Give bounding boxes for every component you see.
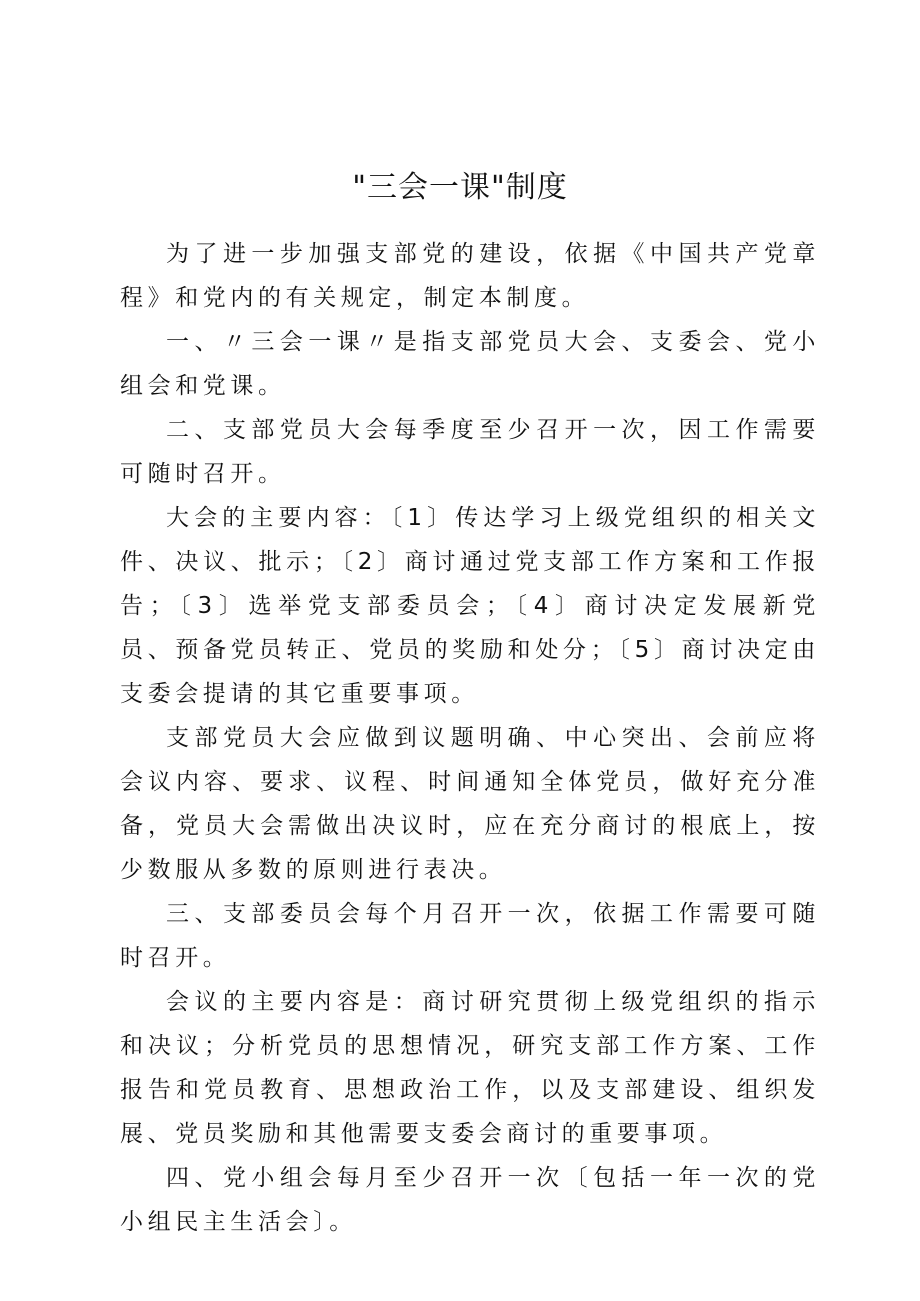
paragraph-group-meeting: 四、党小组会每月至少召开一次〔包括一年一次的党小组民主生活会〕。 — [120, 1165, 820, 1235]
paragraph-general-meeting-content: 大会的主要内容：〔1〕传达学习上级党组织的相关文件、决议、批示；〔2〕商讨通过党支部工作方案和工作报告；〔3〕选举党支部委员会；〔4〕商讨决定发展新党员、预备党员转正、党员的奖励和处分；〔5〕商讨决定由支委会提请的其它重要事项。 — [120, 505, 820, 707]
paragraph-intro: 为了进一步加强支部党的建设，依据《中国共产党章程》和党内的有关规定，制定本制度。 — [120, 241, 820, 311]
paragraph-committee-meeting: 三、支部委员会每个月召开一次，依据工作需要可随时召开。 — [120, 901, 820, 971]
paragraph-committee-meeting-content: 会议的主要内容是：商讨研究贯彻上级党组织的指示和决议；分析党员的思想情况，研究支部工作方案、工作报告和党员教育、思想政治工作，以及支部建设、组织发展、党员奖励和其他需要支委会商讨的重要事项。 — [120, 989, 820, 1147]
paragraph-general-meeting: 二、支部党员大会每季度至少召开一次，因工作需要可随时召开。 — [120, 417, 820, 487]
document-body — [120, 232, 820, 1244]
paragraph-general-meeting-requirements: 支部党员大会应做到议题明确、中心突出、会前应将会议内容、要求、议程、时间通知全体党员，做好充分准备，党员大会需做出决议时，应在充分商讨的根底上，按少数服从多数的原则进行表决。 — [120, 725, 820, 883]
document-title: "三会一课"制度 — [352, 170, 568, 205]
paragraph-definition: 一、〃三会一课〃是指支部党员大会、支委会、党小组会和党课。 — [120, 329, 820, 399]
